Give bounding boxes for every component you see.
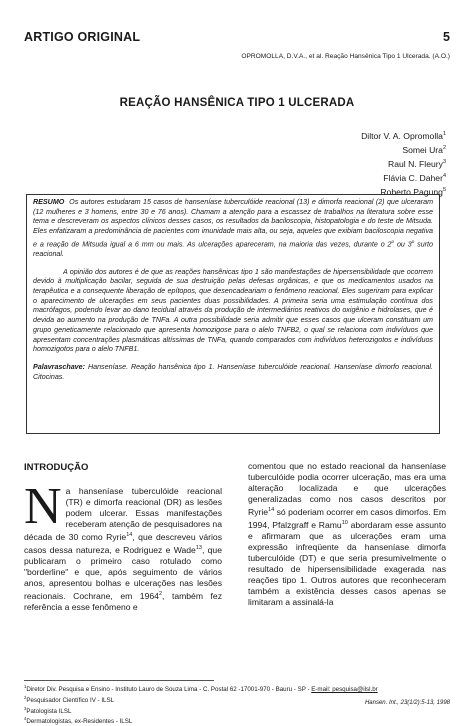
footnote-divider (24, 680, 214, 681)
journal-citation: Hansen. Int., 23(1/2):5-13, 1998 (364, 700, 450, 706)
footnote: $^3$Patologista ILSL (24, 705, 72, 715)
footnotes (24, 683, 378, 726)
body-column-left (24, 478, 223, 613)
author-line: Diltor V. A. Opromolla$^1$ (361, 130, 446, 141)
abstract-box (26, 194, 440, 434)
abstract-paragraph: A opinião dos autores é de que as reações hansênicas tipo 1 são manifestações de hipersensibilidade que ocorrem devido à multiplicação bacilar, seguida de sua destruição pelas defesas orgânicas, e que os medicamentos usados na terapêutica e a consequente liberação de epítopos, que desencadeariam o fenômeno reacional. Eles sugeriram para explicar o aparecimento de ulcerações em seus pacientes duas possibilidades. A primeira seria uma estimulação contínua dos macrófagos, podendo levar ao dano tecidual através da produção de intermediários reativos do oxigênio e hidrolases, que é devida ao aumento na produção de TNFa. A outra possibilidade seria admitir que esses casos que ulceram constituam um grupo geneticamente relacionado que apresenta homozigose para o alelo TNFB2, o qual se relaciona com indivíduos que apresentam concentrações plasmáticas altíssimas de TNFa, quando comparados com indivíduos heterozigotos e indivíduos homozigotos para o alelo TNFB1. (33, 267, 433, 354)
abstract-label: RESUMO (33, 198, 65, 206)
footnote: $^1$Diretor Div. Pesquisa e Ensino - Instituto Lauro de Souza Lima - C. Postal 62 -17001-970 - Bauru - SP - E-mail: pesquisa@ilsl.br (24, 684, 378, 694)
footnote: $^2$Pesquisador Científico IV - ILSL (24, 694, 115, 704)
keywords-label: Palavraschave: (33, 362, 86, 371)
body-column-right (248, 461, 446, 608)
section-label: ARTIGO ORIGINAL (24, 30, 141, 44)
article-title: REAÇÃO HANSÊNICA TIPO 1 ULCERADA (119, 97, 355, 109)
section-heading: INTRODUÇÃO (24, 462, 89, 473)
abstract-paragraph: RESUMO Os autores estudaram 15 casos de hanseníase tuberculóide reacional (13) e dimorfa reacional (2) que ulceraram (12 mulheres e 3 homens, entre 30 e 76 anos). Chamam a atenção para a escassez de trabalhos na literatura sobre esse tema e descreveram os aspectos clínicos desses casos, os resultados da baciloscopia, histopatologia e do teste de Mitsuda. Eles enfatizaram a predominância de pacientes com imunidade mais alta, ou seja, aqueles que exibiam baciloscopia negativa e a reação de Mitsuda igual a 6 mm ou mais. As ulcerações apareceram, na maioria das vezes, durante o 2$^o$ ou 3$^o$ surto reacional. (33, 198, 434, 258)
drop-cap: N (24, 478, 62, 535)
keywords: Palavraschave: Hanseníase. Reação hansênica tipo 1. Hanseníase tuberculóide reacional. Hanseníase dimorfo reacional. Citocinas. (33, 362, 433, 381)
email-link[interactable]: E-mail: pesquisa@ilsl.br (311, 686, 378, 694)
running-header: OPROMOLLA, D.V.A., et al. Reação Hansênica Tipo 1 Ulcerada. (A.O.) (241, 53, 450, 60)
author-line: Flávia C. Daher$^4$ (383, 172, 446, 183)
author-line: Roberto Pagung$^5$ (380, 186, 446, 197)
author-line: Somei Ura$^2$ (402, 144, 446, 155)
author-list (361, 128, 446, 198)
footnote: $^4$Dermatologistas, ex-Residentes - ILSL (24, 716, 133, 726)
body-paragraph: comentou que no estado reacional da hanseníase tuberculóide podia ocorrer ulceração, mas era uma alteração localizada e que ulcerações generalizadas como nos casos descritos por Ryrie$^{14}$ só poderiam ocorrer em casos dimorfos. Em 1994, Pfalzgraff e Ramu$^{10}$ abordaram esse assunto e afirmaram que as ulcerações eram uma expressão infreqüente da hanseníase dimorfa tuberculóide (DT) e que seria presumivelmente o resultado de hipersensibilidade exagerada nas reações tipo 1. Outros autores que reconheceram também a existência desses casos apenas se limitaram a assinalá-la (248, 461, 446, 607)
page-number: 5 (443, 30, 450, 44)
author-line: Raul N. Fleury$^3$ (388, 158, 446, 169)
body-paragraph: Na hanseníase tuberculóide reacional (TR) e dimorfa reacional (DR) as lesões podem ulcerar. Essas manifestações receberam atenção de pesquisadores na década de 30 como Ryrie$^{14}$, que descreveu vários casos dessa natureza, e Rodriguez e Wade$^{13}$, que publicaram o primeiro caso rotulado como "borderline" e que, após seguimento de vários anos, apresentou bolhas e ulcerações nas lesões reacionais. Cochrane, em 1964$^2$, também fez referência a esse fenômeno e (24, 478, 223, 612)
